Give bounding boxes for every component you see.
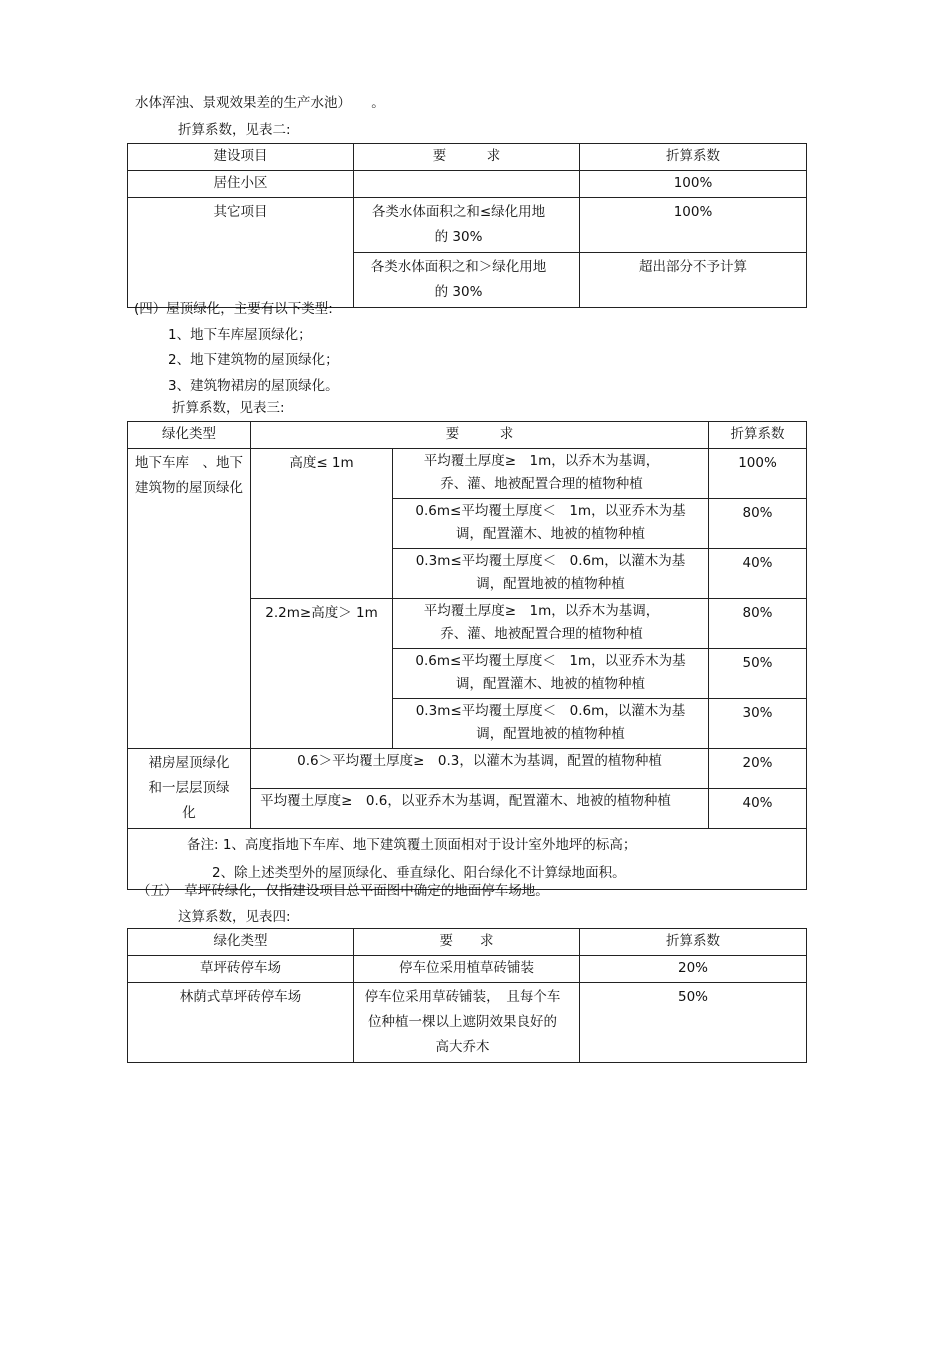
table-row xyxy=(128,983,807,1063)
table-cell: 100% xyxy=(709,449,807,499)
table-cell: 80% xyxy=(709,499,807,549)
note-line: 备注: 1、高度指地下车库、地下建筑覆土顶面相对于设计室外地坪的标高； xyxy=(187,837,637,853)
note-line: 2、除上述类型外的屋顶绿化、垂直绿化、阳台绿化不计算绿地面积。 xyxy=(212,865,626,881)
table4-intro: 这算系数，见表四: xyxy=(178,909,291,925)
table-cell: 30% xyxy=(709,699,807,749)
table-cell: 40% xyxy=(709,789,807,829)
table-row xyxy=(128,956,807,983)
table-cell: 0.3m≤平均覆土厚度＜ 0.6m，以灌木为基调，配置地被的植物种植 xyxy=(393,699,709,749)
header-cell: 绿化类型 xyxy=(128,422,251,449)
header-cell: 要 求 xyxy=(354,144,580,171)
header-cell: 折算系数 xyxy=(709,422,807,449)
list-item: 1、地下车库屋顶绿化； xyxy=(168,327,312,343)
header-cell: 要 求 xyxy=(354,929,580,956)
table3-intro: 折算系数，见表三: xyxy=(172,400,285,416)
table-cell xyxy=(354,171,580,198)
table-cell: 0.6＞平均覆土厚度≥ 0.3，以灌木为基调，配置的植物种植 xyxy=(251,749,709,789)
table-row xyxy=(128,144,807,171)
table-row xyxy=(128,829,807,890)
table-cell: 各类水体面积之和≤绿化用地的 30% xyxy=(354,198,580,253)
section-4-heading: (四）屋顶绿化，主要有以下类型: xyxy=(134,301,333,317)
table-cell: 各类水体面积之和＞绿化用地的 30% xyxy=(354,253,580,308)
table-cell: 超出部分不予计算 xyxy=(580,253,807,308)
table-row xyxy=(128,198,807,253)
header-cell: 折算系数 xyxy=(580,929,807,956)
table-cell: 林荫式草坪砖停车场 xyxy=(128,983,354,1063)
table-cell: 高度≤ 1m xyxy=(251,449,393,599)
table2-intro: 折算系数，见表二: xyxy=(178,122,291,138)
section-5-heading: （五） 草坪砖绿化，仅指建设项目总平面图中确定的地面停车场地。 xyxy=(137,883,549,899)
header-cell: 绿化类型 xyxy=(128,929,354,956)
table-cell: 100% xyxy=(580,198,807,253)
header-cell: 折算系数 xyxy=(580,144,807,171)
table-row xyxy=(128,171,807,198)
header-cell: 要 求 xyxy=(251,422,709,449)
table-row xyxy=(128,749,807,789)
table-cell: 平均覆土厚度≥ 1m，以乔木为基调，乔、灌、地被配置合理的植物种植 xyxy=(393,599,709,649)
table-cell: 0.3m≤平均覆土厚度＜ 0.6m，以灌木为基调，配置地被的植物种植 xyxy=(393,549,709,599)
table-cell: 100% xyxy=(580,171,807,198)
table-cell: 40% xyxy=(709,549,807,599)
table-cell: 0.6m≤平均覆土厚度＜ 1m，以亚乔木为基调，配置灌木、地被的植物种植 xyxy=(393,499,709,549)
table-cell: 停车位采用草砖铺装， 且每个车位种植一棵以上遮阴效果良好的高大乔木 xyxy=(354,983,580,1063)
table-4 xyxy=(127,928,807,1063)
table-cell: 其它项目 xyxy=(128,198,354,308)
table-cell: 居住小区 xyxy=(128,171,354,198)
table-cell: 0.6m≤平均覆土厚度＜ 1m，以亚乔木为基调，配置灌木、地被的植物种植 xyxy=(393,649,709,699)
table-cell: 裙房屋顶绿化和一层层顶绿化 xyxy=(128,749,251,829)
table-row xyxy=(128,929,807,956)
table-2 xyxy=(127,143,807,308)
table-cell: 停车位采用植草砖铺装 xyxy=(354,956,580,983)
header-cell: 建设项目 xyxy=(128,144,354,171)
table-row xyxy=(128,449,807,499)
table-cell: 草坪砖停车场 xyxy=(128,956,354,983)
table-cell: 平均覆土厚度≥ 0.6，以亚乔木为基调，配置灌木、地被的植物种植 xyxy=(251,789,709,829)
table-row xyxy=(128,422,807,449)
list-item: 2、地下建筑物的屋顶绿化； xyxy=(168,352,339,368)
table-cell: 2.2m≥高度＞ 1m xyxy=(251,599,393,749)
table-cell: 平均覆土厚度≥ 1m，以乔木为基调，乔、灌、地被配置合理的植物种植 xyxy=(393,449,709,499)
table-cell: 80% xyxy=(709,599,807,649)
table-cell: 50% xyxy=(709,649,807,699)
top-line: 水体浑浊、景观效果差的生产水池） 。 xyxy=(135,95,385,111)
table-cell: 20% xyxy=(580,956,807,983)
table-cell: 20% xyxy=(709,749,807,789)
table-3 xyxy=(127,421,807,890)
table-note xyxy=(128,829,807,890)
table-cell: 50% xyxy=(580,983,807,1063)
list-item: 3、建筑物裙房的屋顶绿化。 xyxy=(168,378,339,394)
table-cell: 地下车库 、地下建筑物的屋顶绿化 xyxy=(128,449,251,749)
